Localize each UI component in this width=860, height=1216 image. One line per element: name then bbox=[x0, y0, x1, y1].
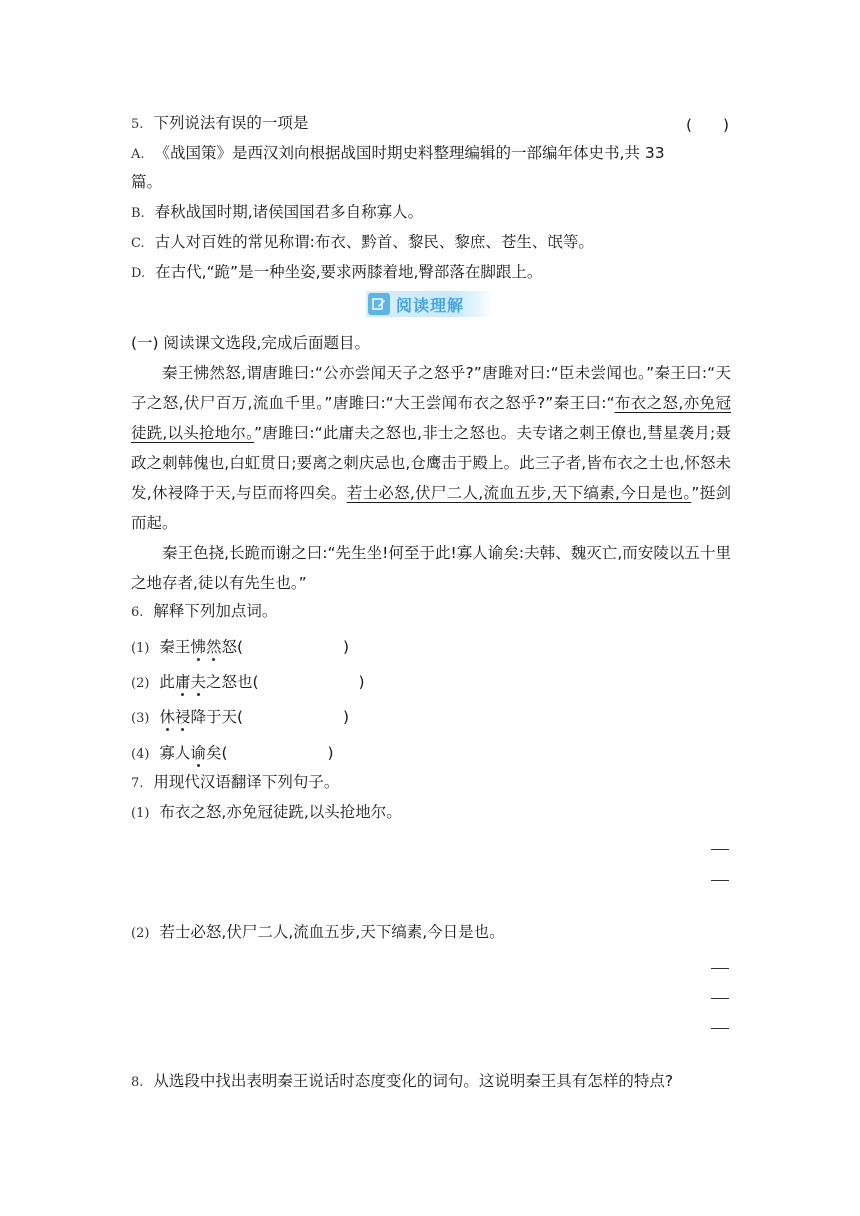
dotted-char: 夫 bbox=[190, 673, 206, 691]
dotted-char: 然 bbox=[205, 638, 222, 656]
passage-paragraph-1: 秦王怫然怒,谓唐雎曰:“公亦尝闻天子之怒乎?”唐雎对曰:“臣未尝闻也。”秦王曰:“天子之怒,伏尸百万,流血千里。”唐雎曰:“大王尝闻布衣之怒乎?”秦王曰:“布衣之怒,亦免冠徒跣,以头抢地尔。”唐雎曰:“此庸夫之怒也,非士之怒也。夫专诸之刺王僚也,彗星袭月;聂政之刺韩傀也,白虹贯日;要离之刺庆忌也,仓鹰击于殿上。此三子者,皆布衣之士也,怀怒未发,休祲降于天,与臣而将四矣。若士必怒,伏尸二人,流血五步,天下缟素,今日是也。”挺剑而起。 bbox=[131, 364, 731, 532]
dotted-word bbox=[190, 638, 221, 656]
q5-answer-paren: ( ) bbox=[686, 116, 730, 134]
passage-paragraph-2: 秦王色挠,长跪而谢之曰:“先生坐!何至于此!寡人谕矣:夫韩、魏灭亡,而安陵以五十里之地存者,徒以有先生也。” bbox=[131, 544, 731, 592]
answer-line[interactable] bbox=[711, 968, 729, 969]
dotted-char: 祲 bbox=[174, 708, 191, 726]
q7-item-1: (1) 布衣之怒,亦免冠徒跣,以头抢地尔。 bbox=[131, 803, 402, 821]
q6-item-2: (2) 此庸夫之怒也( ) bbox=[131, 673, 365, 691]
answer-line[interactable] bbox=[711, 1028, 729, 1029]
answer-line[interactable] bbox=[711, 880, 729, 881]
underlined-sentence-1: 布衣之怒,亦免冠徒跣,以头抢地尔。 bbox=[131, 394, 731, 442]
q6-stem-line: 6. 解释下列加点词。 bbox=[131, 602, 278, 620]
pencil-note-icon bbox=[368, 293, 390, 315]
q8-stem-line: 8. 从选段中找出表明秦王说话时态度变化的词句。这说明秦王具有怎样的特点? bbox=[131, 1072, 674, 1090]
q5-stem: 下列说法有误的一项是 bbox=[153, 114, 309, 132]
q5-stem-line bbox=[131, 113, 308, 135]
dotted-word bbox=[159, 708, 190, 726]
dotted-char: 怫 bbox=[190, 638, 206, 656]
q7-item-2: (2) 若士必怒,伏尸二人,流血五步,天下缟素,今日是也。 bbox=[131, 923, 505, 941]
dotted-char: 庸 bbox=[174, 673, 191, 691]
q6-item-3: (3) 休祲降于天( ) bbox=[131, 708, 350, 726]
q7-stem-line: 7. 用现代汉语翻译下列句子。 bbox=[131, 773, 340, 791]
underlined-sentence-2: 若士必怒,伏尸二人,流血五步,天下缟素,今日是也。 bbox=[346, 484, 692, 502]
q5-number: 5. bbox=[131, 117, 144, 132]
section-title: (一) 阅读课文选段,完成后面题目。 bbox=[131, 334, 370, 352]
q5-option-b: B. 春秋战国时期,诸侯国国君多自称寡人。 bbox=[131, 203, 424, 221]
banner-title: 阅读理解 bbox=[396, 295, 465, 315]
q5-option-c: C. 古人对百姓的常见称谓:布衣、黔首、黎民、黎庶、苍生、氓等。 bbox=[131, 233, 594, 251]
dotted-char: 谕 bbox=[190, 744, 206, 762]
q6-item-1: (1) 秦王怫然怒( ) bbox=[131, 638, 350, 656]
dotted-char: 休 bbox=[159, 708, 175, 726]
answer-line[interactable] bbox=[711, 849, 729, 850]
q5-option-d: D. 在古代,“跪”是一种坐姿,要求两膝着地,臀部落在脚跟上。 bbox=[131, 263, 543, 281]
dotted-word bbox=[190, 744, 206, 762]
q6-item-4: (4) 寡人谕矣( ) bbox=[131, 744, 334, 762]
q5-option-a: A. 《战国策》是西汉刘向根据战国时期史料整理编辑的一部编年体史书,共 33 bbox=[131, 144, 665, 162]
dotted-word bbox=[175, 673, 206, 691]
q5-option-a-cont: 篇。 bbox=[131, 173, 163, 191]
answer-line[interactable] bbox=[711, 998, 729, 999]
reading-section-banner bbox=[366, 291, 494, 317]
